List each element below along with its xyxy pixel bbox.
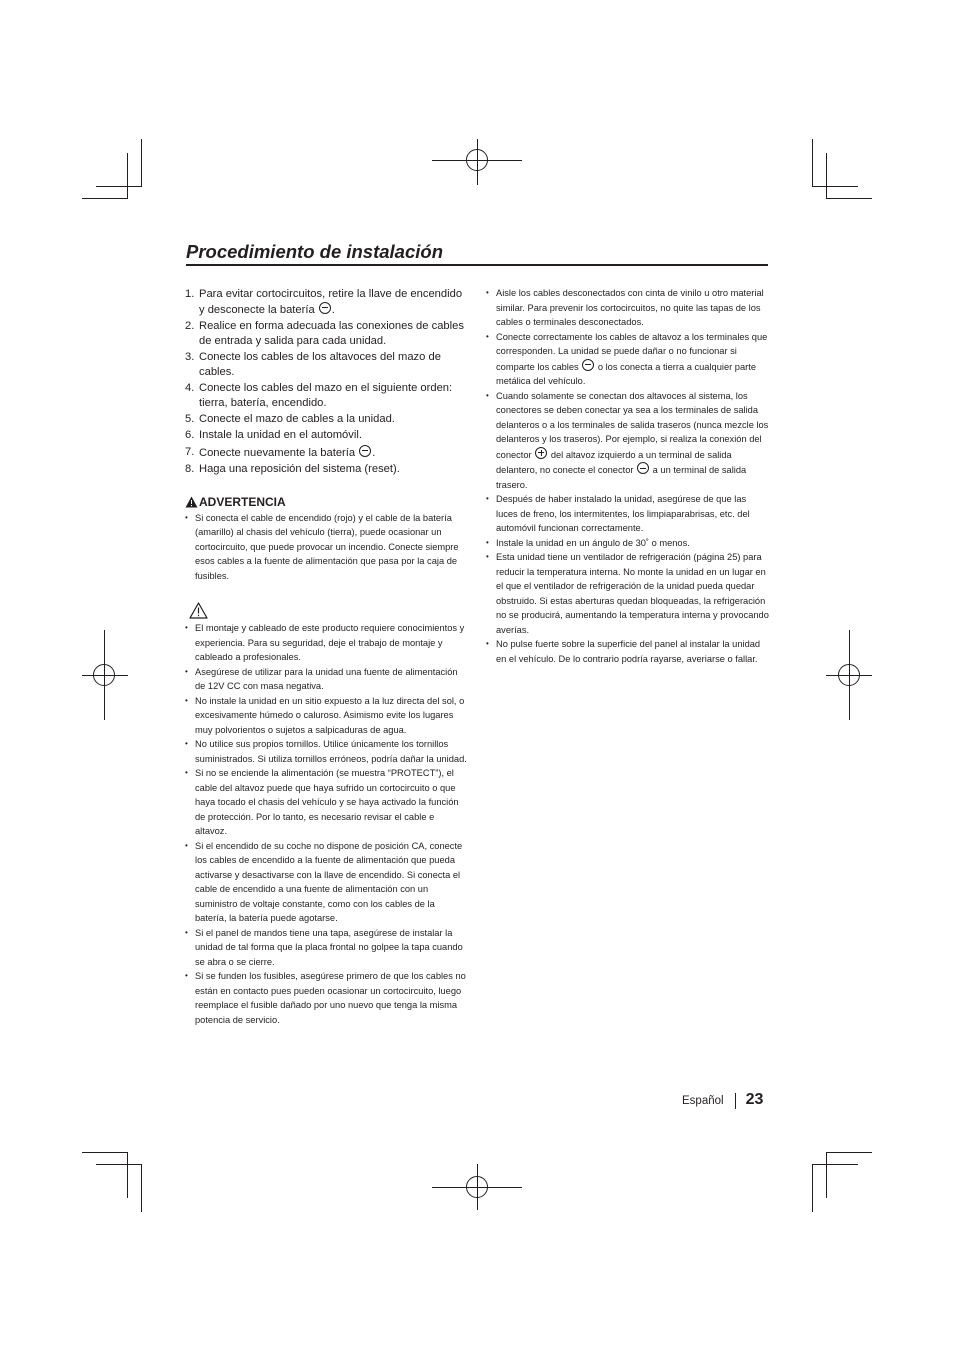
step-text: Conecte nuevamente la batería — [199, 446, 359, 459]
caution-icon — [189, 602, 208, 619]
footer-separator — [735, 1093, 736, 1109]
step-text: Conecte los cables del mazo en el siguiente orden: tierra, batería, encendido. — [199, 381, 453, 409]
advertencia-heading — [185, 495, 468, 509]
right-column — [486, 286, 769, 666]
step-text: Realice en forma adecuada las conexiones de cables de entrada y salida para cada unidad. — [199, 319, 464, 347]
step-number: 1. — [185, 288, 195, 300]
negative-terminal-icon — [359, 445, 371, 457]
advertencia-list — [185, 511, 468, 584]
title-rule — [186, 264, 768, 266]
step-text: . — [331, 303, 335, 316]
right-note-text: No pulse fuerte sobre la superficie del panel al instalar la unidad en el vehículo. De lo contrario podría rayarse, averiarse o fallar. — [496, 639, 761, 664]
right-note-item — [486, 389, 769, 493]
step-number: 2. — [185, 319, 195, 332]
right-note-text: Aisle los cables desconectados con cinta de vinilo u otro material similar. Para prevenir los cortocircuitos, no quite las tapas de los cables o terminales desconectados. — [496, 288, 764, 327]
left-column — [185, 287, 468, 1027]
step-text: Conecte el mazo de cables a la unidad. — [199, 412, 395, 425]
step-number: 3. — [185, 350, 195, 363]
footer-language: Español — [682, 1095, 724, 1107]
step-item — [185, 287, 468, 317]
right-note-item — [486, 330, 769, 389]
page-title: Procedimiento de instalación — [186, 241, 444, 262]
caution-item: • El montaje y cableado de este producto requiere conocimientos y experiencia. Para su seguridad, deje el trabajo de montaje y cableado a profesionales. — [185, 621, 468, 665]
caution-item: • Si el panel de mandos tiene una tapa, asegúrese de instalar la unidad de tal forma que la placa frontal no golpee la tapa cuando se abra o se cierre. — [185, 926, 468, 970]
warning-icon — [185, 496, 198, 508]
negative-terminal-icon — [319, 302, 331, 314]
step-item — [185, 381, 468, 410]
step-number: 8. — [185, 463, 195, 476]
right-note-text: del altavoz izquierdo a un terminal de salida delantero, no conecte el conector — [496, 449, 732, 475]
caution-item: • Si se funden los fusibles, asegúrese primero de que los cables no están en contacto pues pueden ocasionar un cortocircuito, luego reemplace el fusible dañado por uno nuevo que tenga la misma potencia de servicio. — [185, 969, 468, 1027]
right-note-item — [486, 550, 769, 637]
step-text: . — [372, 446, 376, 459]
right-note-text: Instale la unidad en un ángulo de 30˚ o menos. — [496, 537, 690, 548]
caution-item: • Asegúrese de utilizar para la unidad una fuente de alimentación de 12V CC con masa negativa. — [185, 665, 468, 694]
positive-terminal-icon — [535, 447, 547, 459]
step-text: Instale la unidad en el automóvil. — [199, 429, 362, 442]
step-number: 4. — [185, 381, 195, 394]
caution-item: • No utilice sus propios tornillos. Utilice únicamente los tornillos suministrados. Si utiliza tornillos erróneos, podría dañar la unidad. — [185, 737, 468, 766]
step-text: Conecte los cables de los altavoces del mazo de cables. — [199, 350, 441, 378]
step-number: 5. — [185, 412, 195, 425]
step-item — [185, 350, 468, 379]
right-note-text: Después de haber instalado la unidad, asegúrese de que las luces de freno, los intermitentes, los limpiaparabrisas, etc. del automóvil funcionan correctamente. — [496, 494, 750, 533]
caution-item: • Si no se enciende la alimentación (se muestra “PROTECT”), el cable del altavoz puede que haya sufrido un cortocircuito o que haya tocado el chasis del vehículo y se haya activado la función de protección. Por lo tanto, es necesario revisar el cable e altavoz. — [185, 766, 468, 839]
right-note-item — [486, 286, 769, 330]
right-note-text: a un terminal de salida trasero. — [496, 465, 747, 490]
step-item — [185, 462, 468, 477]
right-note-item — [486, 637, 769, 666]
step-number: 7. — [185, 445, 195, 458]
advertencia-item: • Si conecta el cable de encendido (rojo) y el cable de la batería (amarillo) al chasis del vehículo (tierra), puede ocasionar un cortocircuito, que puede provocar un incendio. Conecte siempre esos cables a la fuente de alimentación que pasa por la caja de fusibles. — [185, 511, 468, 584]
right-note-text: o los conecta a tierra a cualquier parte metálica del vehículo. — [496, 361, 756, 386]
caution-item: • No instale la unidad en un sitio expuesto a la luz directa del sol, o excesivamente húmedo o caluroso. Asimismo evite los lugares muy polvorientos o sujetos a salpicaduras de agua. — [185, 694, 468, 738]
installation-steps — [185, 287, 468, 477]
right-notes-list — [486, 286, 769, 666]
page-footer — [682, 1087, 763, 1109]
step-item — [185, 412, 468, 427]
step-text: Para evitar cortocircuitos, retire la llave de encendido y desconecte la batería — [199, 288, 463, 316]
caution-list — [185, 621, 468, 1027]
right-note-item — [486, 536, 769, 551]
step-item — [185, 319, 468, 348]
step-item — [185, 445, 468, 461]
advertencia-label: ADVERTENCIA — [199, 494, 286, 509]
step-number: 6. — [185, 429, 195, 442]
step-item — [185, 428, 468, 443]
right-note-text: Esta unidad tiene un ventilador de refrigeración (página 25) para reducir la temperatura interna. No monte la unidad en un lugar en el que el ventilador de refrigeración de la unidad pueda quedar obstruido. Si estas aberturas quedan bloqueadas, la refrigeración no se producirá, aumentando la temperatura interna y provocando averías. — [496, 552, 769, 635]
right-note-text: Conecte correctamente los cables de altavoz a los terminales que corresponden. La unidad se puede dañar o no funcionar si comparte los cables — [496, 331, 768, 372]
right-note-item — [486, 492, 769, 536]
caution-item: • Si el encendido de su coche no dispone de posición CA, conecte los cables de encendido a la fuente de alimentación que pueda activarse y desactivarse con la llave de encendido. Si conecta el cable de encendido a una fuente de alimentación con un suministro de voltaje constante, como con los cables de la batería, la batería puede agotarse. — [185, 839, 468, 926]
negative-terminal-icon — [637, 462, 649, 474]
page-number: 23 — [745, 1091, 764, 1108]
negative-terminal-icon — [582, 359, 594, 371]
right-note-text: Cuando solamente se conectan dos altavoces al sistema, los conectores se deben conectar ya sea a los terminales de salida delanteros o a los terminales de salida traseros (nunca mezcle los delanteros y los traseros). Por ejemplo, si realiza la conexión del conector — [496, 390, 769, 460]
step-text: Haga una reposición del sistema (reset). — [199, 463, 400, 476]
